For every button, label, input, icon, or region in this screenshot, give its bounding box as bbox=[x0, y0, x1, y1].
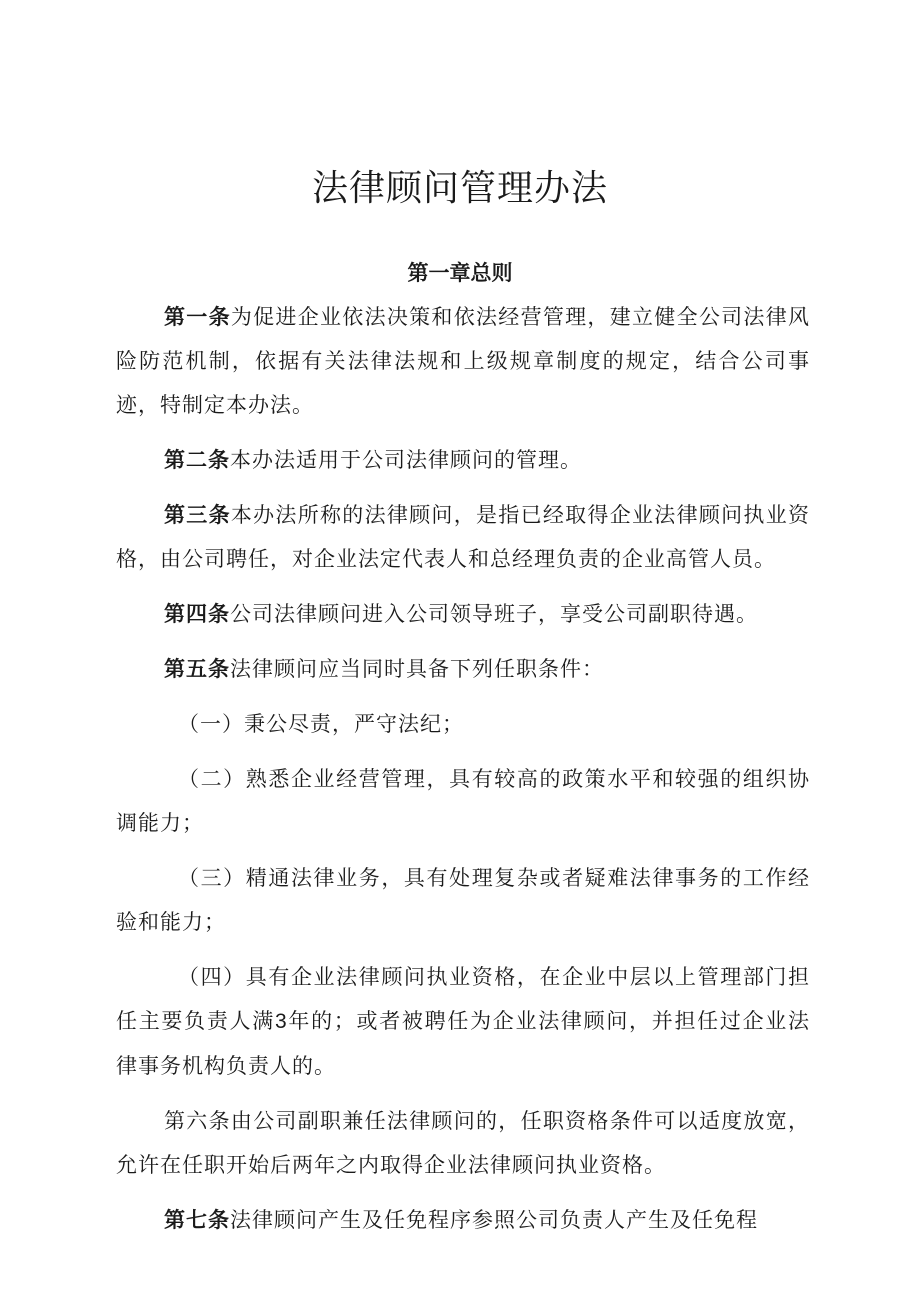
document-title: 法律顾问管理办法 bbox=[311, 168, 608, 209]
article-label: 第四条 bbox=[164, 602, 230, 626]
years-number: 3 bbox=[274, 1010, 288, 1033]
article-text: 公司法律顾问进入公司领导班子，享受公司副职待遇。 bbox=[230, 602, 758, 626]
condition-item-3 bbox=[116, 856, 810, 944]
item-text-after: 年的；或者被聘任为企业法律顾问，并担任过企业法律事务机构负责人的。 bbox=[116, 1009, 811, 1078]
article-4 bbox=[116, 592, 810, 636]
article-text: 为促进企业依法决策和依法经营管理，建立健全公司法律风险防范机制，依据有关法律法规和上级规章制度的规定，结合公司事迹，特制定本办法。 bbox=[116, 305, 810, 417]
article-7 bbox=[116, 1198, 810, 1242]
article-text: 法律顾问产生及任免程序参照公司负责人产生及任免程 bbox=[230, 1208, 758, 1232]
condition-item-1 bbox=[116, 702, 810, 746]
article-2 bbox=[116, 438, 810, 482]
article-label: 第三条 bbox=[164, 503, 231, 527]
article-label: 第二条 bbox=[164, 448, 230, 472]
item-text: （一）秉公尽责，严守法纪； bbox=[178, 712, 464, 736]
article-text: 本办法所称的法律顾问，是指已经取得企业法律顾问执业资格，由公司聘任，对企业法定代表人和总经理负责的企业高管人员。 bbox=[116, 503, 810, 571]
condition-item-4 bbox=[116, 955, 810, 1088]
item-text: （三）精通法律业务，具有处理复杂或者疑难法律事务的工作经验和能力； bbox=[116, 866, 810, 934]
article-6 bbox=[116, 1099, 810, 1187]
chapter-heading: 第一章总则 bbox=[407, 261, 513, 285]
article-text: 本办法适用于公司法律顾问的管理。 bbox=[230, 448, 582, 472]
condition-item-2 bbox=[116, 757, 810, 845]
article-text: 第六条由公司副职兼任法律顾问的，任职资格条件可以适度放宽，允许在任职开始后两年之内取得企业法律顾问执业资格。 bbox=[116, 1109, 810, 1177]
article-text: 法律顾问应当同时具备下列任职条件： bbox=[230, 657, 604, 681]
item-text-before: （四）具有企业法律顾问执业资格，在企业中层以上管理部门担任主要负责人满 bbox=[116, 965, 810, 1033]
article-label: 第七条 bbox=[164, 1208, 230, 1232]
article-3 bbox=[116, 493, 810, 581]
article-5 bbox=[116, 647, 810, 691]
article-label: 第一条 bbox=[164, 305, 231, 329]
document-body bbox=[116, 295, 810, 1253]
article-label: 第五条 bbox=[164, 657, 230, 681]
article-1 bbox=[116, 295, 810, 427]
item-text: （二）熟悉企业经营管理，具有较高的政策水平和较强的组织协调能力； bbox=[116, 767, 810, 835]
